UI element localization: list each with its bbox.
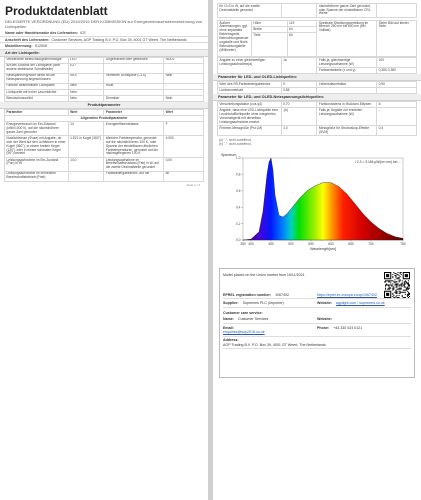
light-source-table (4, 57, 204, 102)
page-number: Seite 1 / 2 (186, 182, 200, 187)
table-cell: Messgröße für Stroboskop-Effekte (SVM) (317, 126, 377, 136)
table-row (218, 126, 417, 136)
regulation-intro: DELEGIERTE VERORDNUNG (EU) 2019/2015 DER KOMMISSION zur Energieverbrauchskennzeichnung von Lichtquellen (5, 19, 203, 29)
table-cell: 0 (281, 82, 317, 88)
table-cell: 1,0 (281, 126, 317, 136)
service-name-row (223, 316, 411, 324)
table-cell: Ungebündelt oder gebündelt (104, 57, 164, 63)
website-label: Website: (317, 300, 332, 305)
table-cell: Verschiebungsfaktor (cos φ1) (218, 102, 282, 108)
footnote: (b) "-": nicht zutreffend. (219, 142, 252, 147)
table-row (5, 96, 204, 102)
table-cell (104, 63, 164, 73)
table-cell: Nein (164, 73, 204, 83)
website-link[interactable]: agplight.com / supremes.co.uk (335, 300, 385, 305)
table-cell: Nein (68, 89, 104, 95)
section-light-source-type: Art der Lichtquelle: (0, 50, 208, 57)
footnotes (213, 139, 421, 147)
supplier-info (0, 31, 208, 50)
table-cell: Falls ja, Angabe zur ersetzten Leistungsaufnahme (W) (317, 108, 377, 126)
table-cell: Energieverbrauch im Ein-Zustand (kWh/1000 h), auf die nächsthöhere ganze Zahl gerundet (5, 122, 69, 136)
table-cell: F (164, 122, 204, 136)
table-row (218, 4, 417, 18)
table-cell (377, 4, 417, 18)
website-label-2: Website: (317, 317, 332, 322)
table-row (5, 63, 204, 73)
table-cell: 0,70 (281, 102, 317, 108)
y-tick-label: 0.0 (235, 238, 241, 243)
supplier-row (223, 299, 411, 307)
table-cell: NDLS (164, 57, 204, 63)
eprel-link[interactable]: https://eprel.ec.europa.eu/qr/1067492 (317, 292, 377, 297)
table-cell: für CLS in W, auf die zweite Dezimalstelle gerundet (218, 4, 282, 18)
x-tick-label: 650 (348, 241, 354, 246)
table-row (5, 122, 204, 136)
dimension-name: Höhe (251, 20, 287, 26)
table-cell: Angabe, dass eine LED-Lichtquelle eine Leuchtstofflichtquelle ohne integriertes Vorschaltgerät mit derselben Leistungsaufnahme ersetzt. (218, 108, 282, 126)
model-info-box (219, 268, 415, 378)
x-axis-label: Wavelength[nm] (310, 246, 336, 251)
table-cell: Nein (164, 96, 204, 102)
table-cell: Verwendete Beleuchtungstechnologie (5, 57, 69, 63)
table-cell: Flimmer-Messgröße (Pst LM) (218, 126, 282, 136)
table-cell: Farbwertanteile (x und y) (317, 68, 377, 74)
dimension-name: Breite (251, 27, 287, 33)
general-parameters-heading: Allgemeine Produktparameter (5, 116, 204, 122)
section-mains-led-parameters: Parameter für LED- und OLED-Netzspannungslichtquellen: (213, 94, 421, 101)
address-value: AGP Trading B.V. P.O. Box 39, 4001 GT Weert, The Netherlands (223, 342, 326, 347)
led-parameters-table (217, 81, 417, 94)
y-tick-label: 0.2 (235, 221, 241, 226)
table-cell: Lichtquelle mit hoher Leuchtdichte (5, 89, 69, 95)
x-tick-label: 400 (248, 241, 254, 246)
column-header: Wert (68, 110, 104, 116)
section-led-parameters: Parameter für LED- und OLED-Lichtquellen: (213, 74, 421, 81)
x-tick-label: 700 (368, 241, 374, 246)
row-key: Name oder Handelsmarke des Lieferanten: (5, 31, 78, 36)
dimension-name: Tiefe (251, 33, 287, 57)
table-cell: Nutzlichtstrom (Φuse) mit Angabe, ob sich der Wert auf den Lichtstrom in einer Kugel (360°), in einem breiten Kegel (120°) oder in einem schmalen Kegel (90°) bezieht (5, 136, 69, 158)
name-value: Customer Services (238, 317, 269, 322)
x-tick-label: 500 (288, 241, 294, 246)
table-cell: 0,90 (377, 82, 417, 88)
table-cell: Energieeffizienzklasse (104, 122, 164, 136)
table-cell (377, 88, 417, 94)
x-tick-label: 780 (400, 241, 406, 246)
datasheet-page-2 (213, 0, 421, 500)
row-key: Anschrift des Lieferanten: (5, 37, 50, 42)
spectrum-value: Siehe Bild auf letzter Seite (377, 20, 417, 56)
table-cell: 14,0 (68, 157, 104, 171)
customer-care-title: Customer care service: (223, 310, 263, 315)
table-cell: Lebensdauerfaktor (317, 82, 377, 88)
table-cell: Nein (68, 96, 104, 102)
table-cell (317, 88, 377, 94)
table-cell: Angabe zu einer gleichwertigen Leistungsaufnahme(a) (218, 58, 282, 74)
supplier-label: Supplier: (223, 300, 239, 305)
mains-led-parameters-table (217, 101, 417, 136)
table-cell: 4.000 (164, 136, 204, 158)
chart-annotation: I 2,3 = 3.184 μW/(m²·nm) bei ... (355, 159, 401, 164)
column-header: Parameter (104, 110, 164, 116)
table-row (5, 136, 204, 158)
dimension-value: 64 (287, 27, 317, 33)
row-value: Customer Services, AGP Trading B.V. P.O. Box 39, 4001 GT Weert, The Netherlands (51, 37, 187, 42)
table-cell: 0,88 (281, 88, 317, 94)
table-cell: ähnliche Farbtemperatur, gerundet auf die nächsthöheren 100 K, oder Spanne der einstellbaren ähnlichen Farbtemperaturen, gerundet auf die nächstgelegenen 100 K (104, 136, 164, 158)
datasheet-page-1 (0, 0, 208, 500)
y-axis-label: Spectrum (221, 152, 237, 157)
table-cell: 6 (377, 102, 417, 108)
phone-value: +44 330 024 0121 (333, 325, 363, 330)
email-link[interactable]: enquiries@sup2018.co.uk (223, 330, 265, 335)
table-cell: - (68, 171, 104, 181)
table-cell (164, 63, 204, 73)
dimension-value: 60 (287, 33, 317, 57)
eprel-row (223, 291, 411, 299)
x-tick-label: 600 (328, 241, 334, 246)
table-cell: Leistungsaufnahme im Bereitschaftszustand (Psb) in W, auf die zweite Dezimalstelle gerundet (104, 157, 164, 171)
dimensions-table (217, 20, 417, 57)
table-row (5, 73, 204, 83)
table-cell: 80 (164, 171, 204, 181)
spectrum-chart (219, 150, 415, 258)
table-cell: Netzspannung/Nicht direkt an die Netzspannung angeschlossen (5, 73, 69, 83)
eprel-label: EPREL registration number: (223, 292, 272, 297)
x-tick-label: 550 (308, 241, 314, 246)
dimension-value: 119 (287, 20, 317, 26)
table-cell: Blendschutzschild (5, 96, 69, 102)
table-cell: Leistungsaufnahme im Ein-Zustand (Pon) in W (5, 157, 69, 171)
table-cell: Leistungsaufnahme im vernetzten Bereitschaftsbetrieb (Pnet) (5, 171, 69, 181)
column-header: Parameter (5, 110, 69, 116)
y-tick-label: 0.6 (235, 188, 241, 193)
table-cell (281, 4, 317, 18)
equivalence-table (217, 57, 417, 74)
table-cell: E27 (68, 63, 104, 73)
column-header: Wert (164, 110, 204, 116)
table-cell: -(b) (281, 108, 317, 126)
table-cell: 1.521 in Kugel (360°) (68, 136, 104, 158)
service-contact-row (223, 324, 411, 337)
row-key: Modellkennung: (5, 43, 33, 48)
table-cell: Falls ja, gleichwertige Leistungsaufnahme (W) (317, 58, 377, 68)
table-row (5, 157, 204, 171)
table-cell: Vernetzte Lichtquelle (CLS) (104, 73, 164, 83)
y-tick-label: 0.8 (235, 172, 241, 177)
table-cell: LED (68, 57, 104, 63)
qr-code-icon[interactable] (384, 272, 410, 298)
table-cell: 14 (68, 122, 104, 136)
model-placed-text: Model placed on the Union market from 16/11/2021 (223, 272, 305, 277)
table-cell: Hülle (104, 83, 164, 89)
table-row (218, 88, 417, 94)
table-cell: Art des Sockels der Lichtquelle (oder andere elektrische Schnittstelle) (5, 63, 69, 73)
supplier-value: Supremes PLC (Importer) (242, 300, 284, 305)
footnote: (a) "-": nicht zutreffend; (219, 138, 252, 143)
table-cell: - (377, 108, 417, 126)
y-tick-label: 1.0 (235, 156, 241, 161)
continued-table (217, 3, 417, 18)
table-cell: nächsthöhere ganze Zahl gerundet, oder Spanne der einstellbaren CRI-Werte (317, 4, 377, 18)
table-cell: Lichtstromerhalt (218, 88, 282, 94)
product-parameters-table (4, 109, 204, 182)
table-cell: 100 (377, 58, 417, 68)
x-tick-label: 450 (268, 241, 274, 246)
phone-label: Phone: (317, 325, 330, 330)
table-cell: Farblich abstimmbare Lichtquelle (5, 83, 69, 89)
service-address-row (223, 337, 411, 350)
table-row (218, 58, 417, 68)
table-cell: 0,4 (377, 126, 417, 136)
section-product-parameters: Produktparameter (0, 102, 208, 109)
y-tick-label: 0.4 (235, 205, 241, 210)
table-row (218, 20, 417, 26)
row-value: ICE (79, 31, 86, 36)
table-cell: 0,00 (164, 157, 204, 171)
spectrum-label: Spektrale Strahlungsverteilung im Bereich 250 nm bis 800 nm (bei Volllast) (317, 20, 377, 56)
eprel-number: 1067492 (275, 292, 290, 297)
table-row (218, 108, 417, 126)
spectrum-chart-svg (219, 150, 415, 258)
name-label: Name: (223, 317, 234, 322)
table-cell: Farbkonsistenz in McAdam-Ellipsen (317, 102, 377, 108)
table-row (5, 171, 204, 181)
x-tick-label: 380 (240, 241, 246, 246)
table-cell: Farbwiedergabeindex, auf die (104, 171, 164, 181)
table-cell: Ja (281, 58, 317, 74)
table-cell: MLS (68, 73, 104, 83)
row-value: S12506 (34, 43, 47, 48)
page-title: Produktdatenblatt (5, 4, 108, 18)
table-cell: - (164, 83, 204, 89)
email-label: Email: (223, 325, 234, 330)
address-label: Address: (223, 338, 239, 343)
dimensions-label: Äußere Abmessungen, ggf. ohne separates Betriebsgerät, Beleuchtungssteuerungsteile und Nicht-Beleuchtungsteile (Millimeter) (218, 20, 252, 56)
table-cell: Nein (68, 83, 104, 89)
table-cell: Wert des R9-Farbwiedergabeindex (218, 82, 282, 88)
table-cell: Dimmbar (104, 96, 164, 102)
table-cell: 0,380 0,380 (377, 68, 417, 74)
